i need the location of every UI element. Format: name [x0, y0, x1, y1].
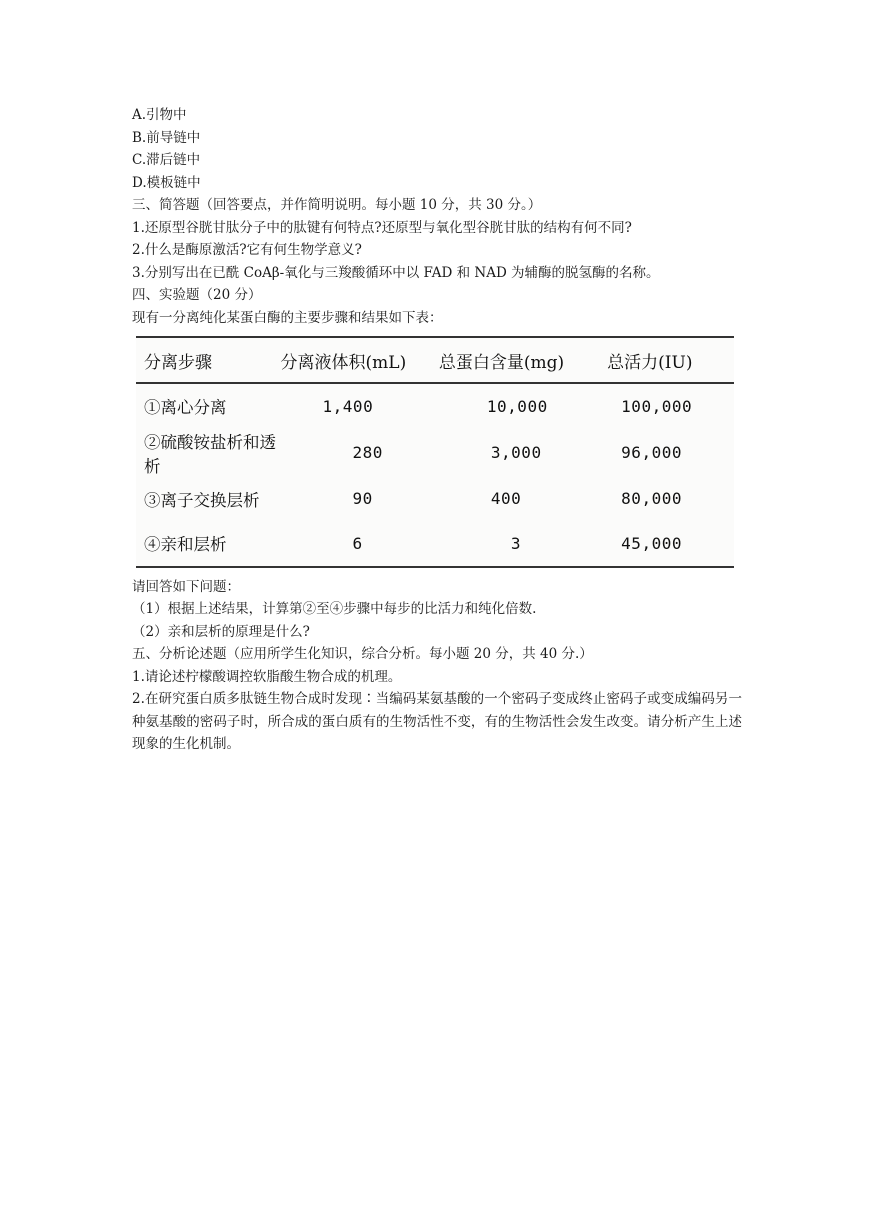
- cell-step: ①离心分离: [144, 398, 227, 418]
- answer-prompt: 请回答如下问题：: [132, 578, 240, 595]
- sub-question-1: （1）根据上述结果，计算第②至④步骤中每步的比活力和纯化倍数.: [132, 601, 537, 617]
- experiment-intro: 现有一分离纯化某蛋白酶的主要步骤和结果如下表：: [132, 309, 443, 326]
- sub-question-2: （2）亲和层析的原理是什么?: [132, 623, 310, 640]
- table-row: [136, 429, 734, 477]
- option-c: C.滞后链中: [132, 152, 201, 168]
- header-step: 分离步骤: [144, 352, 212, 373]
- cell-activity: 80,000: [621, 489, 682, 509]
- essay-question-2: 2.在研究蛋白质多肽链生物合成时发现∶当编码某氨基酸的一个密码子变成终止密码子或变成编码另一种氨基酸的密码子时，所合成的蛋白质有的生物活性不变，有的生物活性会发生改变。请分析产生上述现象的生化机制。: [132, 691, 742, 752]
- cell-protein: 3: [510, 533, 522, 553]
- short-answer-question-3: 3.分别写出在已酰 CoAβ-氧化与三羧酸循环中以 FAD 和 NAD 为辅酶的脱氢酶的名称。: [132, 264, 660, 281]
- option-a: A.引物中: [132, 107, 187, 123]
- cell-volume: 280: [352, 443, 383, 462]
- cell-volume: 90: [352, 489, 373, 509]
- header-activity: 总活力(IU): [607, 352, 693, 373]
- option-d: D.模板链中: [132, 174, 201, 191]
- table-row: [136, 521, 734, 567]
- essay-question-1: 1.请论述柠檬酸调控软脂酸生物合成的机理。: [132, 668, 402, 685]
- cell-activity: 45,000: [621, 533, 682, 553]
- document-page: [132, 104, 742, 756]
- cell-step: ③离子交换层析: [144, 490, 260, 510]
- table-row: [136, 383, 734, 429]
- cell-activity: 96,000: [621, 443, 682, 462]
- option-b: B.前导链中: [132, 129, 201, 146]
- cell-protein: 10,000: [486, 396, 548, 416]
- section-5-heading: 五、分析论述题（应用所学生化知识，综合分析。每小题 20 分，共 40 分.）: [132, 646, 593, 662]
- cell-volume: 1,400: [322, 396, 374, 416]
- table-row: [136, 477, 734, 522]
- cell-step: ④亲和层析: [144, 535, 227, 555]
- purification-table: [136, 336, 734, 568]
- table-header-row: [136, 337, 734, 383]
- cell-protein: 3,000: [490, 443, 542, 462]
- header-volume: 分离液体积(mL): [280, 352, 407, 373]
- section-4-heading: 四、实验题（20 分）: [132, 287, 262, 303]
- short-answer-question-1: 1.还原型谷胱甘肽分子中的肽键有何特点?还原型与氧化型谷胱甘肽的结构有何不同?: [132, 219, 632, 236]
- cell-activity: 100,000: [621, 396, 693, 416]
- section-3-heading: 三、简答题（回答要点，并作简明说明。每小题 10 分，共 30 分。）: [132, 197, 542, 213]
- purification-table-figure: [136, 336, 734, 568]
- cell-volume: 6: [352, 533, 363, 553]
- header-protein: 总蛋白含量(mg): [438, 352, 565, 373]
- short-answer-question-2: 2.什么是酶原激活?它有何生物学意义?: [132, 242, 362, 258]
- cell-step: ②硫酸铵盐析和透析: [144, 432, 276, 476]
- cell-protein: 400: [490, 489, 522, 509]
